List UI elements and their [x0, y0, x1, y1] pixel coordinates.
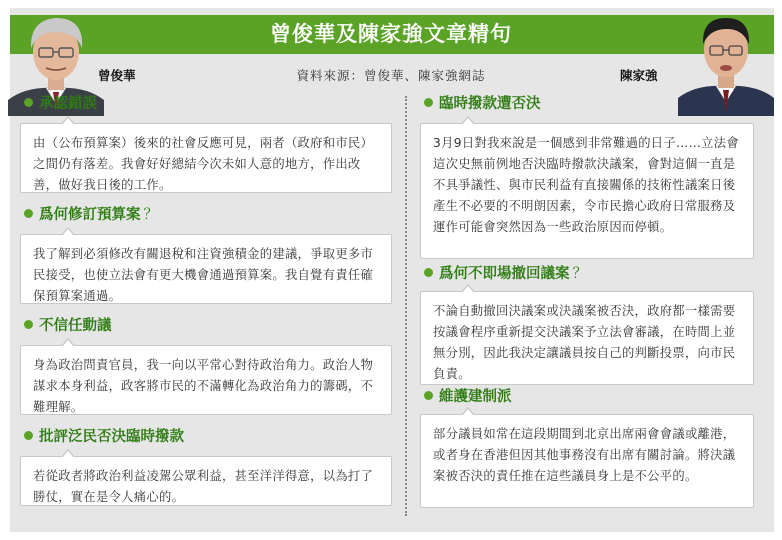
bullet-dot-icon	[424, 268, 433, 277]
right-quote-2: 不論自動撤回決議案或決議案被否決，政府都一樣需要按議會程序重新提交決議案予立法會審議，在時間上並無分別，因此我決定讓議員按自己的判斷投票，向市民負責。	[420, 291, 754, 385]
left-heading-3: 不信任動議	[24, 315, 115, 337]
right-quote-1: 3月9日對我來說是一個感到非常難過的日子……立法會這次史無前例地否決臨時撥款決議案，會對這個一直是不具爭議性、與市民利益有直接關係的技術性議案日後產生不必要的不明朗因素，令市民擔心政府日常服務及運作可能會突然因為一些政治原因而停頓。	[420, 123, 754, 259]
left-quote-1: 由（公布預算案）後來的社會反應可見，兩者（政府和市民）之間仍有落差。我會好好總結今次未如人意的地方，作出改善，做好我日後的工作。	[20, 123, 392, 193]
bullet-dot-icon	[24, 431, 33, 440]
left-heading-2: 爲何修訂預算案 ？	[24, 204, 158, 226]
right-heading-2: 爲何不即場撤回議案 ？	[424, 263, 587, 285]
left-heading-1: 承認錯誤	[24, 93, 100, 115]
bullet-dot-icon	[24, 209, 33, 218]
bullet-dot-icon	[24, 320, 33, 329]
left-quote-4: 若從政者將政治利益凌駕公眾利益，甚至洋洋得意，以為打了勝仗，實在是令人痛心的。	[20, 456, 392, 506]
bullet-dot-icon	[424, 391, 433, 400]
left-quote-2: 我了解到必須修改有關退稅和注資強積金的建議，爭取更多市民接受，也使立法會有更大機會通過預算案。我自覺有責任確保預算案通過。	[20, 234, 392, 304]
bullet-dot-icon	[24, 98, 33, 107]
portrait-right	[676, 8, 776, 116]
column-divider	[405, 96, 407, 516]
right-person-name: 陳家強	[620, 68, 658, 83]
left-heading-4: 批評泛民否決臨時撥款	[24, 426, 187, 448]
right-heading-1: 臨時撥款遭否決	[424, 93, 544, 115]
page-title: 曾俊華及陳家強文章精句	[270, 22, 512, 46]
bullet-dot-icon	[424, 98, 433, 107]
left-person-name: 曾俊華	[98, 68, 136, 83]
right-heading-3: 維護建制派	[424, 386, 515, 408]
right-quote-3: 部分議員如常在這段期間到北京出席兩會會議或離港， 或者身在香港但因其他事務沒有出席有關討論。將決議案被否決的責任推在這些議員身上是不公平的。	[420, 414, 754, 508]
source-line: 資料來源：曾俊華、陳家強網誌	[296, 68, 486, 83]
left-quote-3: 身為政治問責官員，我一向以平常心對待政治角力。政治人物謀求本身利益，政客將市民的不滿轉化為政治角力的籌碼，不難理解。	[20, 345, 392, 415]
